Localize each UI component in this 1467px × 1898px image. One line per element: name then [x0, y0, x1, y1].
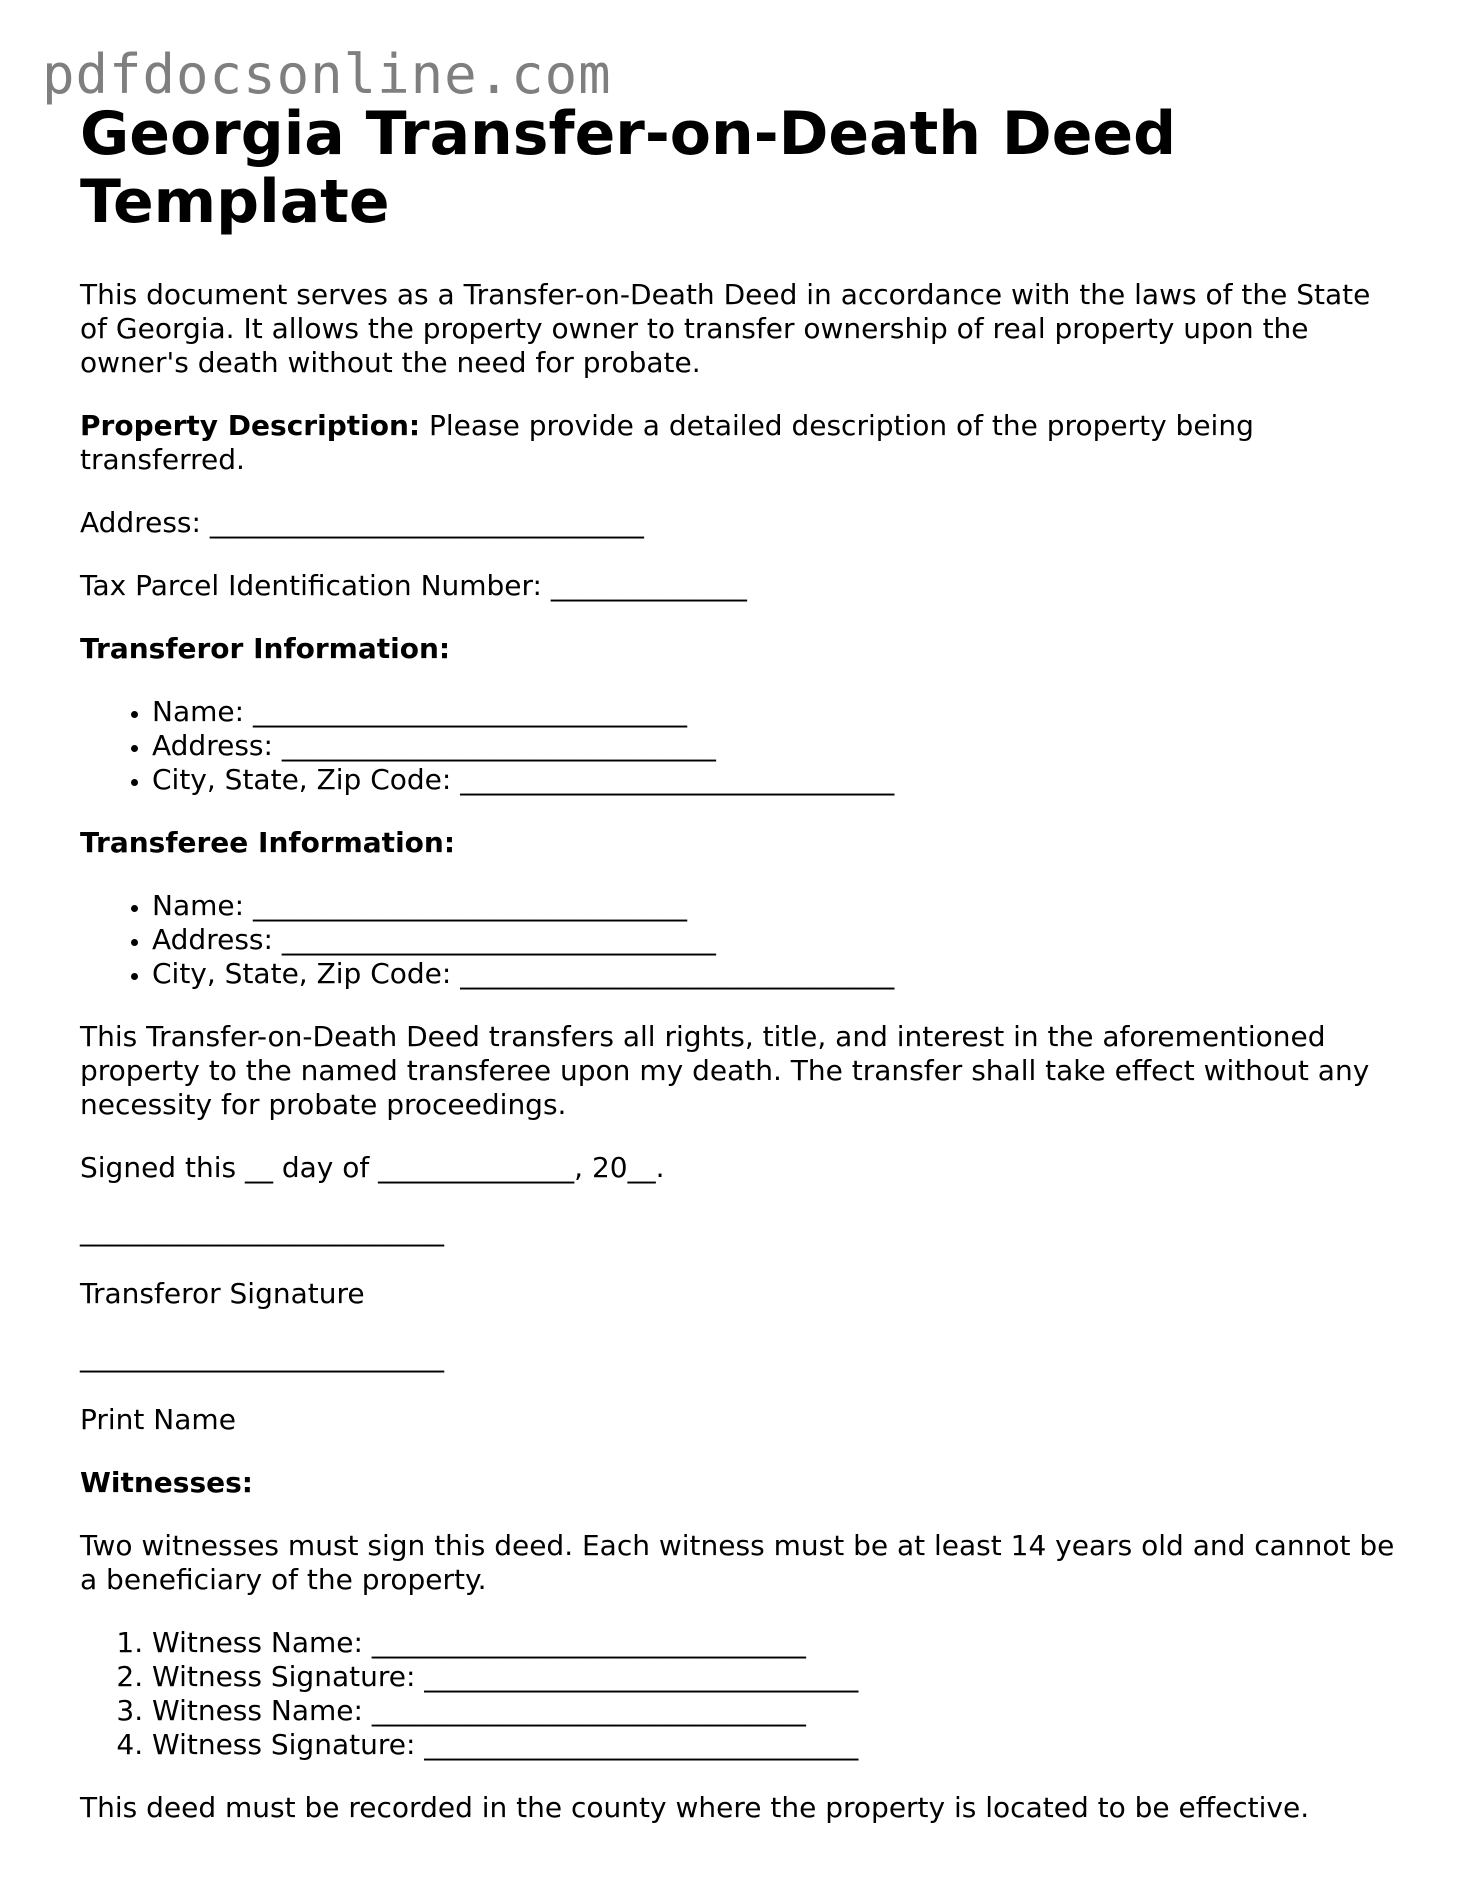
witnesses-text: Two witnesses must sign this deed. Each witness must be at least 14 years old and cannot be a beneficiary of the property. [80, 1529, 1395, 1596]
transferor-signature-line[interactable]: __________________________ [80, 1214, 444, 1247]
intro-paragraph: This document serves as a Transfer-on-Death Deed in accordance with the laws of the State of Georgia. It allows the property owner to transfer ownership of real property upon the owner's death without the need for probate. [80, 278, 1371, 379]
transferor-address-field[interactable]: • Address: _______________________________ [152, 729, 1400, 763]
witness-list [80, 1626, 1400, 1762]
property-address-field[interactable]: Address: _______________________________ [80, 506, 644, 539]
tax-parcel-field[interactable]: Tax Parcel Identification Number: ______________ [80, 569, 747, 602]
document-body [80, 100, 1400, 1825]
print-name-line[interactable]: __________________________ [80, 1340, 444, 1373]
footer-note: This deed must be recorded in the county where the property is located to be effective. [80, 1791, 1310, 1824]
witness-1-signature-field[interactable]: 2. Witness Signature: _______________________________ [152, 1660, 1400, 1694]
transferor-signature-label: Transferor Signature [80, 1277, 365, 1310]
transferor-city-state-zip-field[interactable]: • City, State, Zip Code: _______________________________ [152, 763, 1400, 797]
page-title: Georgia Transfer-on-Death Deed Template [80, 99, 1177, 237]
witness-2-name-field[interactable]: 3. Witness Name: _______________________________ [152, 1694, 1400, 1728]
witness-2-signature-field[interactable]: 4. Witness Signature: _______________________________ [152, 1728, 1400, 1762]
transferee-heading: Transferee Information: [80, 826, 456, 859]
watermark: pdfdocsonline.com [42, 43, 612, 106]
witnesses-heading: Witnesses: [80, 1466, 253, 1499]
signed-date-field[interactable]: Signed this __ day of ______________, 20__. [80, 1151, 665, 1184]
transferee-name-field[interactable]: • Name: _______________________________ [152, 889, 1400, 923]
transferee-list [80, 889, 1400, 991]
property-description-text: Please provide a detailed description of the property being transferred. [80, 409, 1254, 476]
transferor-list [80, 695, 1400, 797]
print-name-label: Print Name [80, 1403, 236, 1436]
witness-1-name-field[interactable]: 1. Witness Name: _______________________________ [152, 1626, 1400, 1660]
transfer-statement: This Transfer-on-Death Deed transfers all rights, title, and interest in the aforementioned property to the named transferee upon my death. The transfer shall take effect without any necessity for probate proceedings. [80, 1020, 1370, 1121]
property-description [80, 409, 1400, 477]
transferor-heading: Transferor Information: [80, 632, 451, 665]
property-description-label: Property Description: [80, 409, 421, 442]
transferor-name-field[interactable]: • Name: _______________________________ [152, 695, 1400, 729]
transferee-city-state-zip-field[interactable]: • City, State, Zip Code: _______________________________ [152, 957, 1400, 991]
transferee-address-field[interactable]: • Address: _______________________________ [152, 923, 1400, 957]
